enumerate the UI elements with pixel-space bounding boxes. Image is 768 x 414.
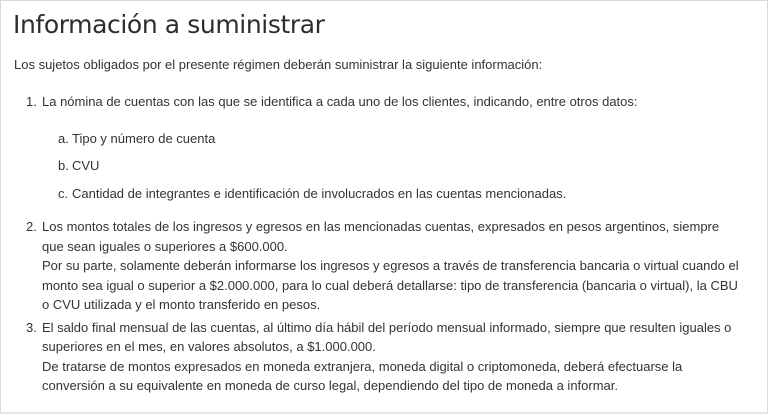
- list-item: [0, 92, 768, 203]
- list-item-text-continued: Por su parte, solamente deberán informarse los ingresos y egresos a través de transferencia bancaria o virtual cuando el monto sea igual o superior a $2.000.000, para lo cual deberá detallarse: tipo de transferencia (bancaria o virtual), la CBU o CVU utilizada y el monto transferido en pesos.: [42, 258, 739, 312]
- sublist-item-text: Tipo y número de cuenta: [72, 130, 216, 146]
- sublist-item: [42, 129, 744, 149]
- information-list: [0, 92, 768, 396]
- sublist-item-letter: b.: [58, 158, 69, 173]
- sublist-item-letter: c.: [58, 185, 69, 201]
- list-item-text: La nómina de cuentas con las que se identifica a cada uno de los clientes, indicando, entre otros datos:: [42, 94, 638, 109]
- list-item-number: 2.: [26, 219, 37, 234]
- list-item-number: 3.: [26, 319, 37, 335]
- list-item: [0, 217, 768, 315]
- sublist-item-text: Cantidad de integrantes e identificación de involucrados en las cuentas mencionadas.: [72, 185, 567, 201]
- page-title: Información a suministrar: [13, 10, 325, 39]
- sublist-item: [42, 156, 744, 176]
- list-item-number: 1.: [26, 94, 37, 109]
- list-item-text-continued: De tratarse de montos expresados en moneda extranjera, moneda digital o criptomoneda, deberá efectuarse la conversión a su equivalente en moneda de curso legal, dependiendo del tipo de moneda a informar.: [42, 358, 683, 393]
- list-item: [0, 318, 768, 396]
- intro-paragraph: Los sujetos obligados por el presente régimen deberán suministrar la siguiente información:: [14, 57, 543, 72]
- account-data-sublist: [42, 129, 744, 204]
- list-item-text: El saldo final mensual de las cuentas, al último día hábil del período mensual informado, siempre que resulten iguales o superiores en el mes, en valores absolutos, a $1.000.000.: [42, 319, 732, 354]
- sublist-item: [42, 184, 744, 204]
- sublist-item-text: CVU: [72, 158, 100, 173]
- sublist-item-letter: a.: [58, 130, 69, 146]
- list-item-text: Los montos totales de los ingresos y egresos en las mencionadas cuentas, expresados en pesos argentinos, siempre que sean iguales o superiores a $600.000.: [42, 219, 720, 254]
